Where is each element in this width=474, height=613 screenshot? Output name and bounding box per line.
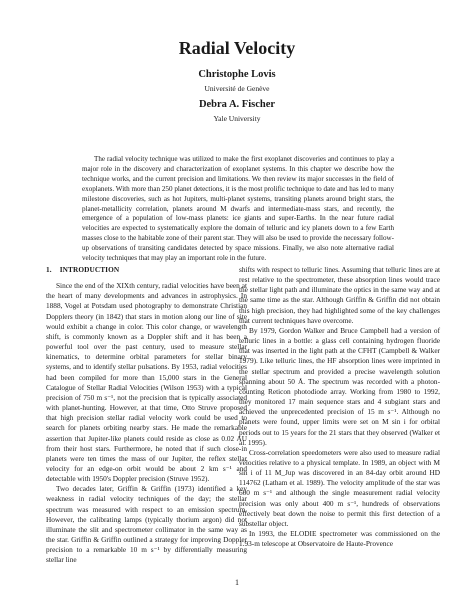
left-column [46, 265, 247, 566]
author-affiliation: Yale University [213, 114, 261, 123]
body-paragraph: By 1979, Gordon Walker and Bruce Campbell had a version of telluric lines in a bottle: a glass cell containing hydrogen fluoride that was inserted in the light path at the CFHT (Campbell & Walker 1979). Like telluric lines, the HF absorption lines were imprinted in the stellar spectrum and provided a precise wavelength solution spanning about 50 Å. The spectrum was recorded with a photon-counting Reticon photodiode array. Working from 1980 to 1992, they monitored 17 main sequence stars and 4 subgiant stars and achieved the unprecedented precision of 15 m s⁻¹. Although no planets were found, upper limits were set on M sin i for orbital periods out to 15 years for the 21 stars that they observed (Walker et al. 1995). [239, 325, 440, 447]
abstract: The radial velocity technique was utilized to make the first exoplanet discoveries and continues to play a major role in the discovery and characterization of exoplanet systems. In this chapter we describe how the technique works, and the current precision and limitations. We then review its major successes in the field of exoplanets. With more than 250 planet detections, it is the most prolific technique to date and has led to many milestone discoveries, such as hot Jupiters, multi-planet systems, transiting planets around bright stars, the planet-metallicity correlation, planets around M dwarfs and intermediate-mass stars, and recently, the emergence of a population of low-mass planets: ice giants and super-Earths. In the near future radial velocities are expected to systematically explore the domain of telluric and icy planets down to a few Earth masses close to the habitable zone of their parent star. They will also be used to provide the necessary follow-up observations of transiting candidates detected by space missions. Finally, we also note alternative radial velocity techniques that may play an important role in the future. [82, 155, 394, 263]
body-paragraph: Cross-correlation speedometers were also used to measure radial velocities relative to a physical template. In 1989, an object with M sin i of 11 M_Jup was discovered in an 84-day orbit around HD 114762 (Latham et al. 1989). The velocity amplitude of the star was 600 m s⁻¹ and although the single measurement radial velocity precision was only about 400 m s⁻¹, hundreds of observations effectively beat down the noise to permit this first detection of a substellar object. [239, 447, 440, 528]
section-title: INTRODUCTION [59, 265, 120, 274]
section-number: 1. [46, 265, 52, 274]
author-affiliation: Université de Genève [204, 84, 270, 93]
right-column [239, 265, 440, 549]
paper-title: Radial Velocity [178, 38, 296, 58]
page-number: 1 [235, 578, 239, 587]
body-paragraph: In 1993, the ELODIE spectrometer was commissioned on the 1.93-m telescope at Observatoire de Haute-Provence [239, 529, 440, 549]
author-name: Debra A. Fischer [198, 99, 276, 110]
body-paragraph: Since the end of the XIXth century, radial velocities have been at the heart of many developments and advances in astrophysics. In 1888, Vogel at Potsdam used photography to demonstrate Christian Dopplers theory (in 1842) that stars in motion along our line of site would exhibit a change in color. This color change, or wavelength shift, is commonly known as a Doppler shift and it has been a powerful tool over the past century, used to measure stellar kinematics, to determine orbital parameters for stellar binary systems, and to identify stellar pulsations. By 1953, radial velocities had been compiled for more than 15,000 stars in the General Catalogue of Stellar Radial Velocities (Wilson 1953) with a typical precision of 750 m s⁻¹, not the precision that is typically associated with planet-hunting. However, at that time, Otto Struve proposed that high precision stellar radial velocity work could be used to search for planets orbiting nearby stars. He made the remarkable assertion that Jupiter-like planets could reside as close as 0.02 AU from their host stars. Furthermore, he noted that if such close-in planets were ten times the mass of our Jupiter, the reflex stellar velocity for an edge-on orbit would be about 2 km s⁻¹ and detectable with 1950's Doppler precision (Struve 1952). [46, 281, 247, 484]
body-paragraph: shifts with respect to telluric lines. Assuming that telluric lines are at rest relative to the spectrometer, these absorption lines would trace the stellar light path and illuminate the optics in the same way and at the same time as the star. Although Griffin & Griffin did not obtain this high precision, they had highlighted some of the key challenges that current techniques have overcome. [239, 265, 440, 325]
body-paragraph: Two decades later, Griffin & Griffin (1973) identified a key weakness in radial velocity techniques of the day; the stellar spectrum was measured with respect to an emission spectrum. However, the calibrating lamps (typically thorium argon) did not illuminate the slit and spectrometer collimator in the same way as the star. Griffin & Griffin outlined a strategy for improving Doppler precision to a remarkable 10 m s⁻¹ by differentially measuring stellar line [46, 484, 247, 565]
author-name: Christophe Lovis [198, 69, 276, 80]
section-heading [46, 265, 247, 275]
